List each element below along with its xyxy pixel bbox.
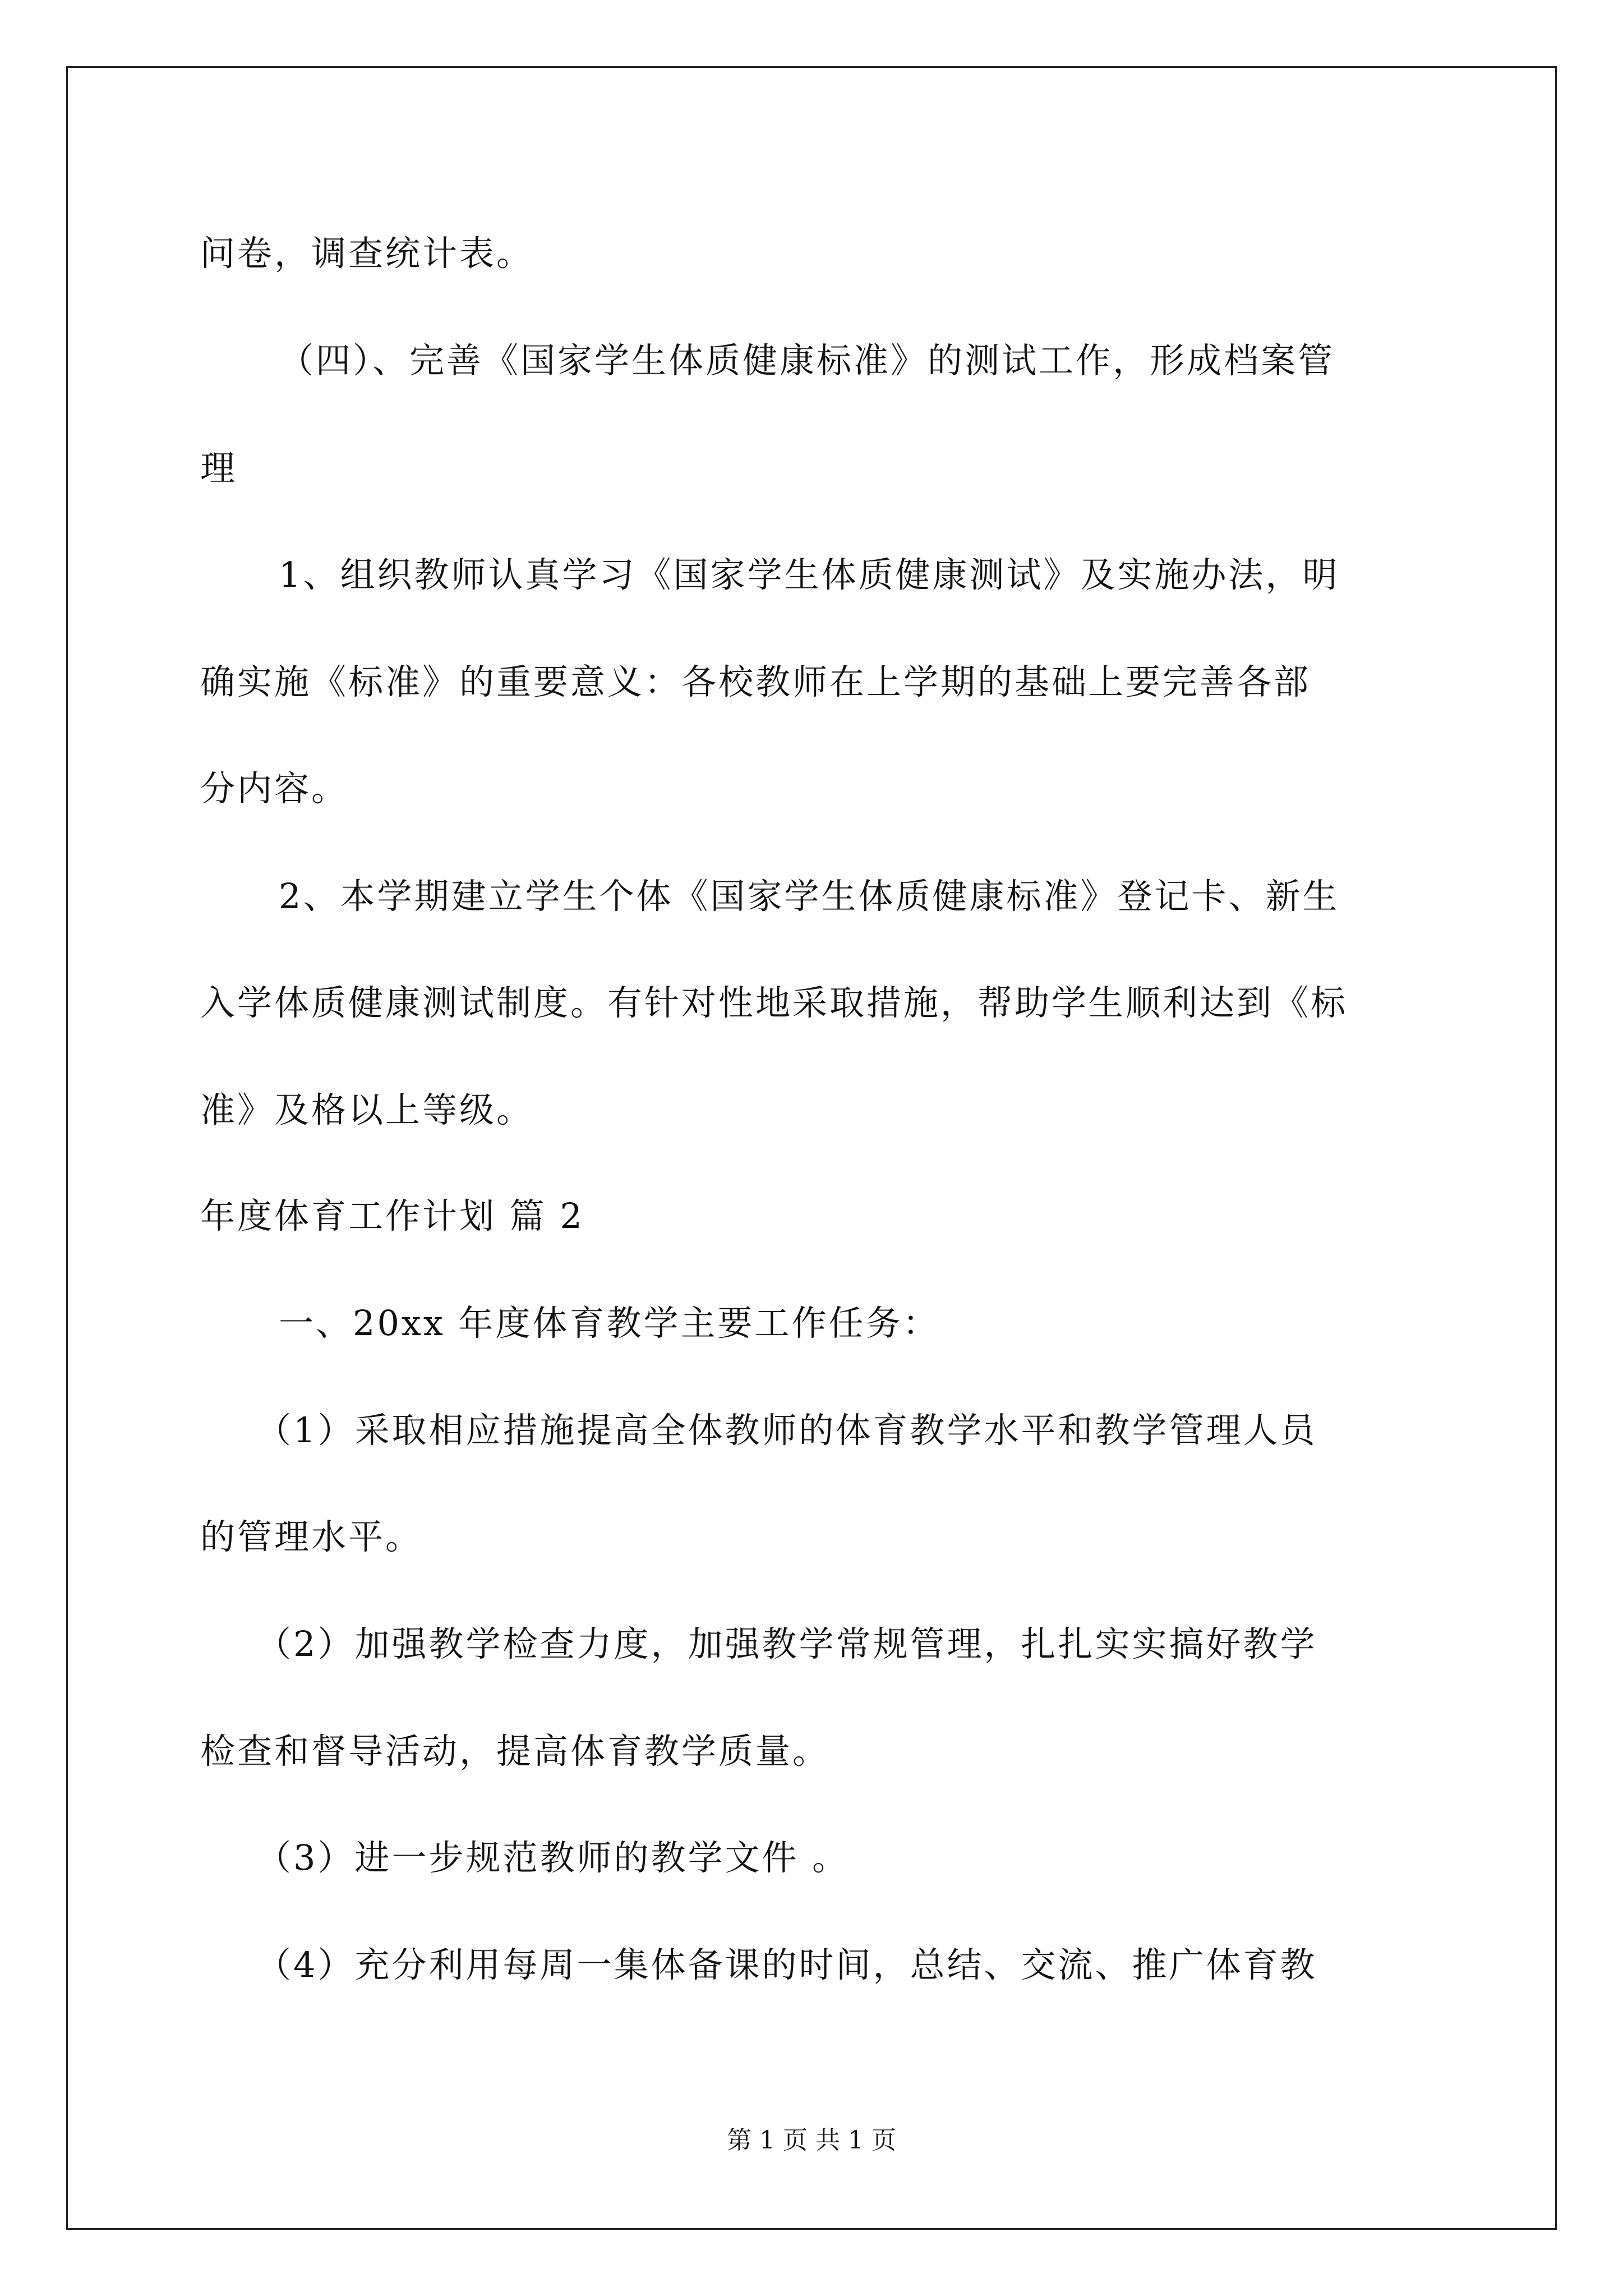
section-heading: 一、20xx 年度体育教学主要工作任务：: [279, 1303, 940, 1343]
document-title: 年度体育工作计划 篇 2: [200, 1195, 584, 1236]
text-line: 检查和督导活动，提高体育教学质量。: [200, 1731, 830, 1772]
list-item: （4）充分利用每周一集体备课的时间，总结、交流、推广体育教: [256, 1944, 1317, 1985]
text-line: 的管理水平。: [200, 1516, 423, 1557]
text-line: 2、本学期建立学生个体《国家学生体质健康标准》登记卡、新生: [279, 876, 1340, 917]
section-heading: （四）、完善《国家学生体质健康标准》的测试工作，形成档案管: [279, 340, 1335, 381]
text-line: 分内容。: [200, 768, 349, 809]
text-line: 理: [200, 448, 238, 489]
list-item: （1）采取相应措施提高全体教师的体育教学水平和教学管理人员: [256, 1410, 1317, 1451]
page-border: [66, 66, 1557, 2230]
text-line: 1、组织教师认真学习《国家学生体质健康测试》及实施办法，明: [279, 554, 1340, 595]
list-item: （2）加强教学检查力度，加强教学常规管理，扎扎实实搞好教学: [256, 1623, 1317, 1664]
text-line: 问卷，调查统计表。: [200, 233, 534, 274]
page-footer: 第 1 页 共 1 页: [727, 2126, 896, 2155]
text-line: 确实施《标准》的重要意义：各校教师在上学期的基础上要完善各部: [200, 661, 1311, 702]
text-line: 入学体质健康测试制度。有针对性地采取措施，帮助学生顺利达到《标: [200, 982, 1348, 1023]
text-line: 准》及格以上等级。: [200, 1089, 534, 1130]
list-item: （3）进一步规范教师的教学文件 。: [256, 1837, 850, 1878]
